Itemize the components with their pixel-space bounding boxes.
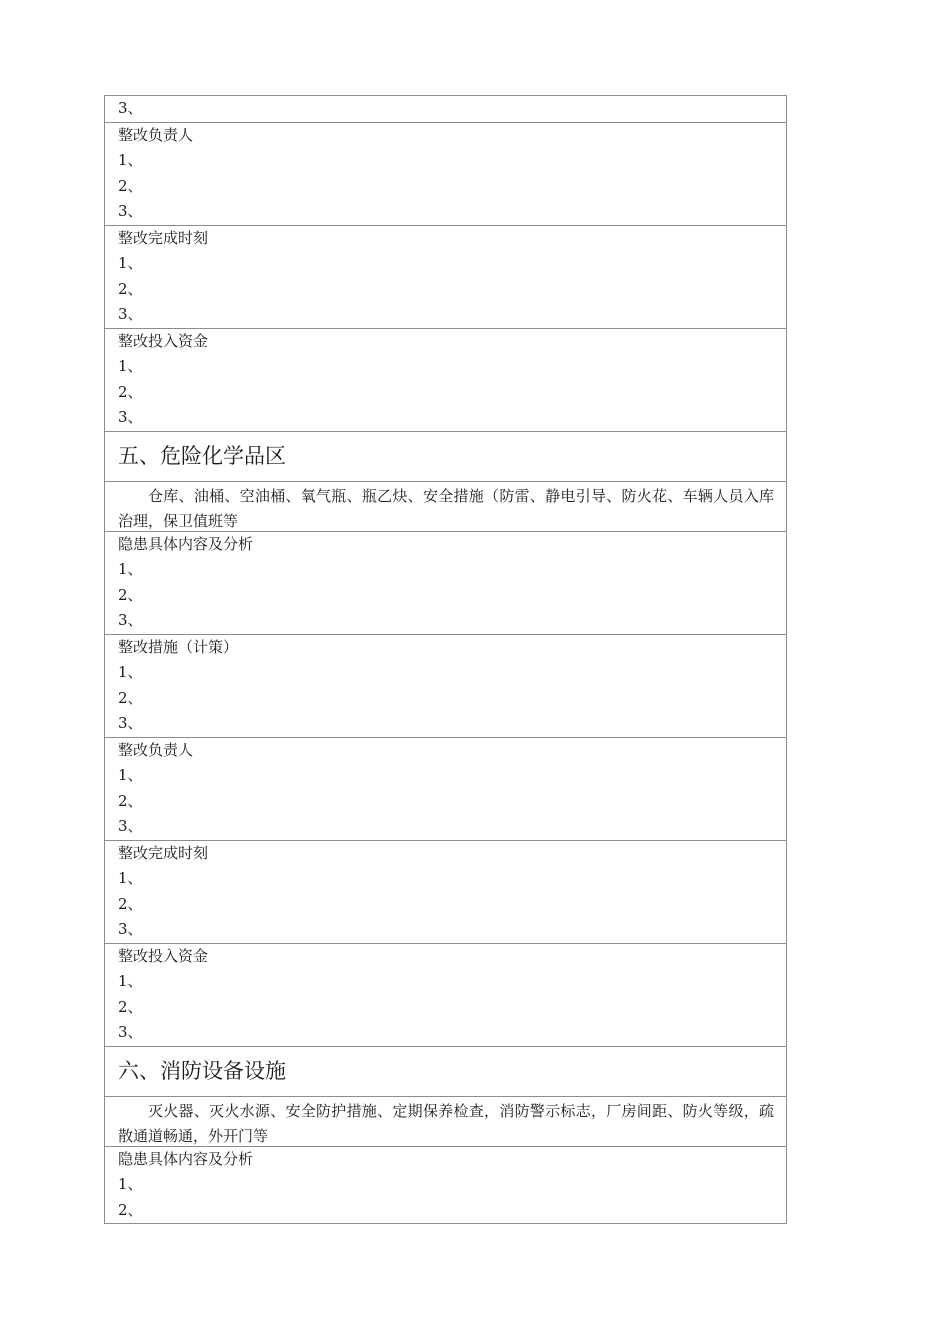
form-section [105,943,786,1046]
numbered-line: 3、 [118,817,143,835]
numbered-line: 1、 [118,560,143,578]
numbered-line: 2、 [118,1200,143,1219]
form-section [105,1146,786,1224]
form-section [105,840,786,943]
section-label: 整改投入资金 [118,331,209,350]
numbered-line: 3、 [118,305,143,323]
numbered-line: 1、 [118,869,143,887]
form-section [105,225,786,328]
numbered-line: 2、 [118,688,143,707]
numbered-line: 1、 [118,663,143,681]
section-label: 整改负责人 [118,125,194,144]
section-label: 隐患具体内容及分析 [118,1149,254,1168]
section-label: 整改负责人 [118,740,194,759]
area-heading: 六、消防设备设施 [105,1046,786,1096]
numbered-line: 3、 [118,202,143,220]
form-section [105,634,786,737]
numbered-line: 3、 [118,1023,143,1041]
numbered-line: 2、 [118,279,143,298]
section-label: 整改投入资金 [118,946,209,965]
numbered-line: 3、 [118,714,143,732]
section-label: 隐患具体内容及分析 [118,534,254,553]
numbered-line: 2、 [118,382,143,401]
area-description: 灭火器、灭火水源、安全防护措施、定期保养检查，消防警示标志，厂房间距、防火等级，疏散通道畅通，外开门等 [105,1096,786,1146]
area-heading: 五、危险化学品区 [105,431,786,481]
numbered-line: 1、 [118,766,143,784]
form-section [105,531,786,634]
numbered-line: 3、 [118,611,143,629]
numbered-line: 2、 [118,585,143,604]
numbered-line: 3、 [118,99,143,117]
numbered-line: 1、 [118,1175,143,1193]
numbered-line: 2、 [118,894,143,913]
form-section [105,328,786,431]
form-section [105,737,786,840]
numbered-line: 2、 [118,997,143,1016]
inspection-table [104,95,787,1224]
section-label: 整改完成时刻 [118,228,209,247]
form-section [105,96,786,122]
section-label: 整改措施（计策） [118,637,239,656]
area-description: 仓库、油桶、空油桶、氧气瓶、瓶乙炔、安全措施（防雷、静电引导、防火花、车辆人员入库治理，保卫值班等 [105,481,786,531]
numbered-line: 2、 [118,176,143,195]
form-section [105,122,786,225]
numbered-line: 3、 [118,920,143,938]
numbered-line: 1、 [118,972,143,990]
numbered-line: 1、 [118,357,143,375]
section-label: 整改完成时刻 [118,843,209,862]
numbered-line: 1、 [118,254,143,272]
numbered-line: 1、 [118,151,143,169]
numbered-line: 2、 [118,791,143,810]
numbered-line: 3、 [118,408,143,426]
